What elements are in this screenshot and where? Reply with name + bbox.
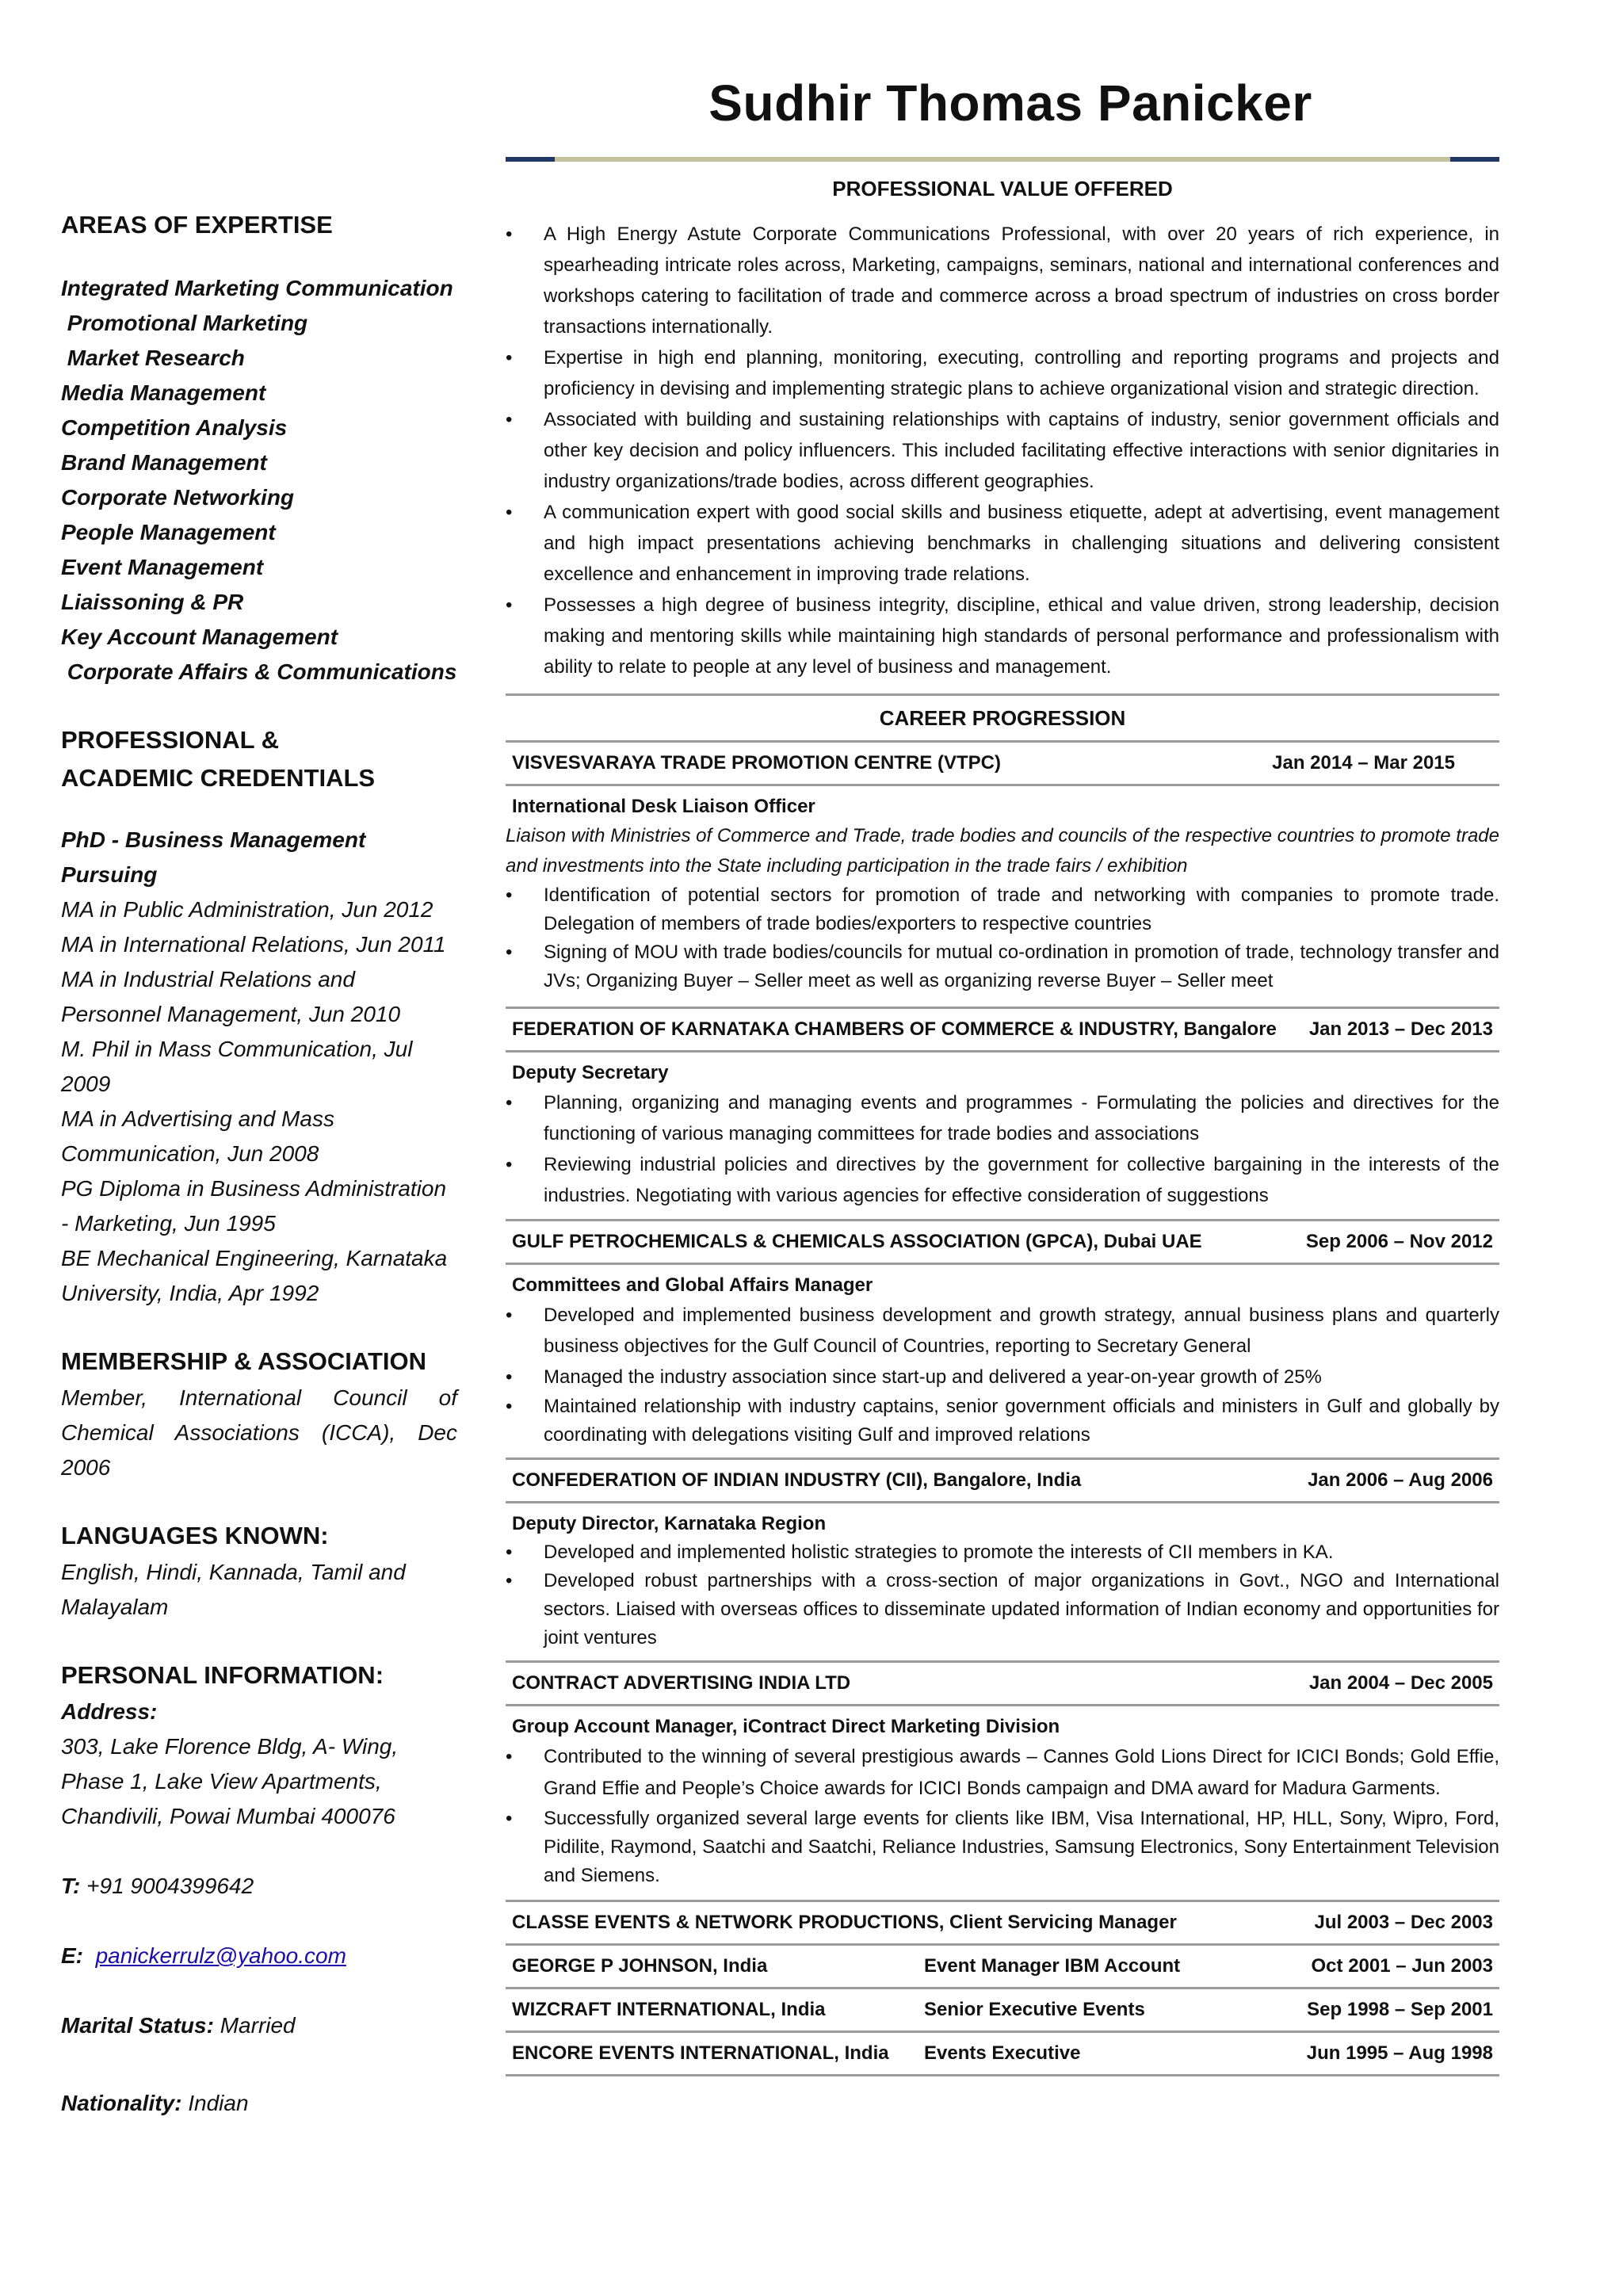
marital-value: Married (220, 2013, 296, 2038)
credentials-list (61, 823, 457, 1311)
header-rule-left (506, 157, 555, 162)
job-description: Liaison with Ministries of Commerce and Trade, trade bodies and councils of the respective countries to promote trade and investments into the State including participation in the trade fairs / exhibition (506, 825, 1499, 877)
job-bullet: • Managed the industry association since start-up and delivered a year-on-year growth of 25% (506, 1362, 1499, 1392)
short-job-org: WIZCRAFT INTERNATIONAL, India (512, 1999, 826, 2020)
expertise-item: Corporate Networking (61, 485, 295, 510)
short-job-row (506, 1989, 1499, 2030)
expertise-item: Promotional Marketing (61, 311, 308, 335)
divider (506, 784, 1499, 786)
expertise-item: Integrated Marketing Communication (61, 276, 453, 300)
expertise-section (61, 206, 457, 690)
job-header (506, 1221, 1499, 1263)
divider (506, 1704, 1499, 1706)
short-job-dates: Oct 2001 – Jun 2003 (1311, 1955, 1493, 1977)
header-rule-middle (555, 157, 1450, 162)
job-entry (506, 1221, 1499, 1450)
job-bullet: • Developed robust partnerships with a cross-section of major organizations in Govt., NGO and International sectors. Liaised with overseas offices to disseminate updated information of Indian economy and opportunities for joint ventures (506, 1567, 1499, 1652)
job-bullet: • Reviewing industrial policies and directives by the government for collective bargaining in the interests of the industries. Negotiating with various agencies for effective consideration of suggestions (506, 1149, 1499, 1211)
short-job-org: ENCORE EVENTS INTERNATIONAL, India (512, 2042, 889, 2064)
credentials-heading-line1: PROFESSIONAL & (61, 726, 280, 754)
credential-item: PG Diploma in Business Administration - Marketing, Jun 1995 (61, 1176, 447, 1236)
job-bullet: • Developed and implemented holistic strategies to promote the interests of CII members in KA. (506, 1538, 1499, 1567)
short-job-org: CLASSE EVENTS & NETWORK PRODUCTIONS, Client Servicing Manager (512, 1912, 1177, 1933)
marital-label: Marital Status: (61, 2013, 214, 2038)
address-label: Address: (61, 1699, 158, 1724)
job-header (506, 1460, 1499, 1501)
expertise-item: Event Management (61, 555, 264, 579)
address-line: 303, Lake Florence Bldg, A- Wing, (61, 1734, 399, 1759)
job-dates: Jan 2006 – Aug 2006 (1308, 1469, 1493, 1491)
credential-item: MA in International Relations, Jun 2011 (61, 932, 446, 957)
job-bullet: • Maintained relationship with industry captains, senior government officials and ministers in Gulf and globally by coordinating with delegations visiting Gulf and improved relations (506, 1392, 1499, 1450)
divider (506, 2074, 1499, 2076)
job-dates: Jan 2013 – Dec 2013 (1308, 1018, 1493, 1040)
job-dates: Jan 2014 – Mar 2015 (1272, 752, 1455, 774)
expertise-item: Liaissoning & PR (61, 590, 244, 614)
credential-item: MA in Industrial Relations and Personnel Management, Jun 2010 (61, 967, 401, 1026)
membership-heading: MEMBERSHIP & ASSOCIATION (61, 1347, 427, 1375)
expertise-item: People Management (61, 520, 276, 544)
credential-item: BE Mechanical Engineering, Karnataka University, India, Apr 1992 (61, 1246, 448, 1305)
expertise-item: Competition Analysis (61, 415, 288, 440)
divider (506, 1050, 1499, 1052)
email-row (61, 1939, 457, 1973)
value-bullet: • Possesses a high degree of business integrity, discipline, ethical and value driven, strong leadership, decision making and mentoring skills while maintaining high standards of personal performance and professionalism with ability to relate to people at any level of business and management. (506, 590, 1499, 682)
credential-item: M. Phil in Mass Communication, Jul 2009 (61, 1037, 413, 1096)
personal-section (61, 1656, 457, 2121)
languages-section (61, 1517, 457, 1625)
job-org: CONFEDERATION OF INDIAN INDUSTRY (CII), Bangalore, India (512, 1469, 1082, 1491)
short-job-title: Senior Executive Events (924, 1999, 1145, 2020)
candidate-name: Sudhir Thomas Panicker (708, 74, 1312, 132)
nationality-row (61, 2086, 457, 2121)
job-bullets (506, 1538, 1499, 1652)
email-link[interactable]: panickerrulz@yahoo.com (95, 1943, 346, 1968)
value-heading: PROFESSIONAL VALUE OFFERED (832, 177, 1173, 201)
expertise-item: Market Research (61, 346, 245, 370)
job-org: VISVESVARAYA TRADE PROMOTION CENTRE (VTPC) (512, 752, 1001, 774)
divider (506, 1501, 1499, 1503)
job-org: GULF PETROCHEMICALS & CHEMICALS ASSOCIATION (GPCA), Dubai UAE (512, 1231, 1202, 1252)
job-entry (506, 1009, 1499, 1211)
job-role: International Desk Liaison Officer (512, 796, 815, 817)
credentials-heading-line2: ACADEMIC CREDENTIALS (61, 764, 376, 792)
address-line: Phase 1, Lake View Apartments, (61, 1769, 382, 1794)
expertise-item: Media Management (61, 380, 266, 405)
short-job-row (506, 1902, 1499, 1943)
personal-heading: PERSONAL INFORMATION: (61, 1661, 384, 1689)
job-role: Deputy Secretary (512, 1062, 669, 1083)
job-header (506, 1009, 1499, 1050)
right-column (506, 173, 1499, 2076)
email-label: E: (61, 1943, 83, 1968)
job-bullet: • Developed and implemented business development and growth strategy, annual business plans and quarterly business objectives for the Gulf Council of Countries, reporting to Secretary General (506, 1300, 1499, 1362)
credentials-section (61, 721, 457, 1311)
header-rule-right (1450, 157, 1499, 162)
divider (506, 1263, 1499, 1265)
membership-section (61, 1343, 457, 1485)
job-dates: Sep 2006 – Nov 2012 (1305, 1231, 1493, 1252)
marital-row (61, 2008, 457, 2043)
job-header (506, 743, 1499, 784)
credential-item: PhD - Business Management Pursuing (61, 827, 366, 887)
value-bullet: • Associated with building and sustaining relationships with captains of industry, senior government officials and other key decision and policy influencers. This included facilitating effective interactions with senior dignitaries in industry organizations/trade bodies, across different geographies. (506, 404, 1499, 497)
job-bullets (506, 1300, 1499, 1450)
credential-item: MA in Public Administration, Jun 2012 (61, 897, 433, 922)
phone-label: T: (61, 1874, 81, 1898)
short-job-row (506, 2033, 1499, 2074)
nationality-value: Indian (188, 2091, 249, 2115)
job-role: Committees and Global Affairs Manager (512, 1274, 873, 1296)
phone-row (61, 1869, 457, 1904)
phone-value: +91 9004399642 (86, 1874, 254, 1898)
job-entry (506, 1663, 1499, 1890)
short-job-title: Events Executive (924, 2042, 1081, 2064)
value-bullet: • Expertise in high end planning, monitoring, executing, controlling and reporting programs and projects and proficiency in devising and implementing strategic plans to achieve organizational vision and strategic direction. (506, 342, 1499, 404)
credential-item: MA in Advertising and Mass Communication, Jun 2008 (61, 1106, 334, 1166)
short-job-row (506, 1946, 1499, 1987)
job-bullet: • Successfully organized several large events for clients like IBM, Visa International, HP, HLL, Sony, Wipro, Ford, Pidilite, Raymond, Saatchi and Saatchi, Reliance Industries, Samsung Electronics, Sony Entertainment Television and Siemens. (506, 1805, 1499, 1890)
nationality-label: Nationality: (61, 2091, 182, 2115)
job-bullets (506, 1741, 1499, 1890)
job-bullet: • Contributed to the winning of several prestigious awards – Cannes Gold Lions Direct for ICICI Bonds; Gold Effie, Grand Effie and People’s Choice awards for ICICI Bonds campaign and DMA award for Madura Garments. (506, 1741, 1499, 1805)
short-job-title: Event Manager IBM Account (924, 1955, 1181, 1977)
languages-text: English, Hindi, Kannada, Tamil and Malayalam (61, 1560, 406, 1619)
value-bullet: • A communication expert with good social skills and business etiquette, adept at advertising, event management and high impact presentations achieving benchmarks in challenging situations and delivering consistent excellence and enhancement in improving trade relations. (506, 497, 1499, 590)
job-bullet: • Planning, organizing and managing events and programmes - Formulating the policies and directives for the functioning of various managing committees for trade bodies and associations (506, 1087, 1499, 1149)
expertise-item: Brand Management (61, 450, 267, 475)
job-role: Deputy Director, Karnataka Region (512, 1513, 827, 1534)
job-entry (506, 1460, 1499, 1652)
short-job-dates: Jul 2003 – Dec 2003 (1314, 1912, 1493, 1933)
membership-text: Member, International Council of Chemical Associations (ICCA), Dec 2006 (61, 1385, 457, 1480)
job-role: Group Account Manager, iContract Direct Marketing Division (512, 1716, 1060, 1737)
languages-heading: LANGUAGES KNOWN: (61, 1522, 329, 1549)
short-job-org: GEORGE P JOHNSON, India (512, 1955, 768, 1977)
value-bullet: • A High Energy Astute Corporate Communications Professional, with over 20 years of rich experience, in spearheading intricate roles across, Marketing, campaigns, seminars, national and international conferences and workshops catering to facilitation of trade and commerce across a broad spectrum of industries on cross border transactions internationally. (506, 219, 1499, 342)
value-bullets (506, 219, 1499, 682)
job-org: CONTRACT ADVERTISING INDIA LTD (512, 1672, 851, 1694)
job-bullet: • Signing of MOU with trade bodies/councils for mutual co-ordination in promotion of trade, technology transfer and JVs; Organizing Buyer – Seller meet as well as organizing reverse Buyer – Seller meet (506, 938, 1499, 995)
short-job-dates: Jun 1995 – Aug 1998 (1306, 2042, 1493, 2064)
job-bullet: • Identification of potential sectors for promotion of trade and networking with companies to promote trade. Delegation of members of trade bodies/exporters to respective countries (506, 881, 1499, 938)
job-dates: Jan 2004 – Dec 2005 (1308, 1672, 1493, 1694)
job-org: FEDERATION OF KARNATAKA CHAMBERS OF COMMERCE & INDUSTRY, Bangalore (512, 1018, 1277, 1040)
job-bullets (506, 881, 1499, 995)
job-entry (506, 743, 1499, 995)
job-header (506, 1663, 1499, 1704)
expertise-list (61, 271, 457, 690)
expertise-heading: AREAS OF EXPERTISE (61, 211, 333, 239)
short-job-dates: Sep 1998 – Sep 2001 (1307, 1999, 1493, 2020)
expertise-item: Key Account Management (61, 625, 338, 649)
left-column (61, 206, 457, 2121)
career-heading: CAREER PROGRESSION (879, 706, 1126, 730)
address-line: Chandivili, Powai Mumbai 400076 (61, 1804, 395, 1828)
job-bullets (506, 1087, 1499, 1211)
expertise-item: Corporate Affairs & Communications (61, 659, 457, 684)
